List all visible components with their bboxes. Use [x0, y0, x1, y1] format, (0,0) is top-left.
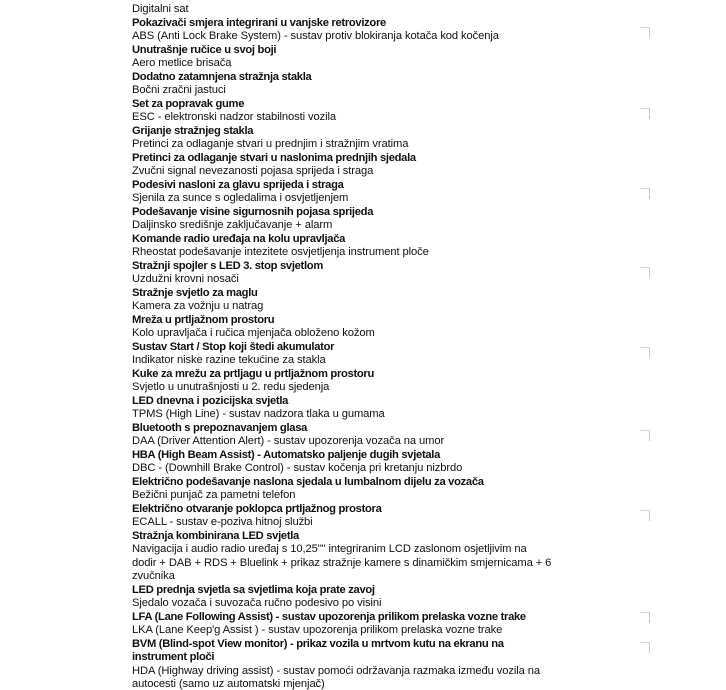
feature-item: Aero metlice brisača [132, 57, 232, 69]
feature-item: HBA (High Beam Assist) - Automatsko paljenje dugih svjetala [132, 448, 441, 461]
feature-item: Dodatno zatamnjena stražnja stakla [132, 70, 312, 83]
feature-item: Sjedalo vozača i suvozača ručno podesivo po visini [132, 597, 382, 609]
feature-item: DBC - (Downhill Brake Control) - sustav kočenja pri kretanju nizbrdo [132, 462, 463, 474]
feature-item: Bluetooth s prepoznavanjem glasa [132, 421, 308, 434]
feature-item: Mreža u prtljažnom prostoru [132, 313, 275, 326]
feature-item: Rheostat podešavanje intezitete osvjetljenja instrument ploče [132, 246, 429, 258]
feature-item: Unutrašnje ručice u svoj boji [132, 43, 277, 56]
feature-item: TPMS (High Line) - sustav nadzora tlaka u gumama [132, 408, 385, 420]
feature-item: ABS (Anti Lock Brake System) - sustav protiv blokiranja kotača kod kočenja [132, 30, 499, 42]
margin-mark [640, 642, 650, 653]
feature-item: Komande radio uređaja na kolu upravljača [132, 232, 346, 245]
margin-mark [640, 347, 650, 358]
margin-mark [640, 612, 650, 623]
feature-item: ECALL - sustav e-poziva hitnoj službi [132, 516, 313, 528]
feature-item: Set za popravak gume [132, 97, 245, 110]
feature-item: Podesivi nasloni za glavu sprijeda i straga [132, 178, 344, 191]
feature-item: HDA (Highway driving assist) - sustav pomoći održavanja razmaka između vozila na autocesti (samo uz automatski mjenjač) [132, 664, 540, 690]
feature-item: Pokazivači smjera integrirani u vanjske retrovizore [132, 16, 386, 29]
feature-item: Kamera za vožnju u natrag [132, 300, 264, 312]
feature-item: Kuke za mrežu za prtljagu u prtljažnom prostoru [132, 367, 375, 380]
feature-item: Bežični punjač za pametni telefon [132, 489, 296, 501]
feature-item: Grijanje stražnjeg stakla [132, 124, 254, 137]
margin-mark [640, 267, 650, 278]
feature-item: ESC - elektronski nadzor stabilnosti vozila [132, 111, 337, 123]
feature-item: Zvučni signal nevezanosti pojasa sprijeda i straga [132, 165, 374, 177]
feature-item: Indikator niske razine tekućine za stakla [132, 354, 326, 366]
feature-item: DAA (Driver Attention Alert) - sustav upozorenja vozača na umor [132, 435, 445, 447]
feature-item: Sustav Start / Stop koji štedi akumulator [132, 340, 335, 353]
feature-item: Električno podešavanje naslona sjedala u lumbalnom dijelu za vozača [132, 475, 484, 488]
feature-item: Podešavanje visine sigurnosnih pojasa sprijeda [132, 205, 374, 218]
margin-mark [640, 510, 650, 521]
feature-item: Stražnja kombinirana LED svjetla [132, 529, 299, 542]
feature-item: Stražnje svjetlo za maglu [132, 286, 258, 299]
feature-item: Električno otvaranje poklopca prtljažnog prostora [132, 502, 382, 515]
feature-item: BVM (Blind-spot View monitor) - prikaz vozila u mrtvom kutu na ekranu na instrument ploči [132, 637, 504, 663]
margin-mark [640, 430, 650, 441]
feature-item: Navigacija i audio radio uređaj s 10,25"" integriranim LCD zaslonom osjetljivim na dodir + DAB + RDS + Bluelink + prikaz stražnje kamere s dinamičkim smjernicama + 6 zvučnika [132, 543, 552, 582]
feature-item: LFA (Lane Following Assist) - sustav upozorenja prilikom prelaska vozne trake [132, 610, 526, 623]
margin-mark [640, 188, 650, 199]
feature-item: LED dnevna i pozicijska svjetla [132, 394, 289, 407]
feature-item: LED prednja svjetla sa svjetlima koja prate zavoj [132, 583, 375, 596]
margin-mark [640, 108, 650, 119]
feature-item: Bočni zračni jastuci [132, 84, 226, 96]
feature-item: Sjenila za sunce s ogledalima i osvjetljenjem [132, 192, 349, 204]
feature-item: Pretinci za odlaganje stvari u naslonima prednjih sjedala [132, 151, 416, 164]
feature-item: Stražnji spojler s LED 3. stop svjetlom [132, 259, 323, 272]
feature-item: LKA (Lane Keep'g Assist ) - sustav upozorenja prilikom prelaska vozne trake [132, 624, 503, 636]
feature-item: Svjetlo u unutrašnjosti u 2. redu sjedenja [132, 381, 330, 393]
feature-item: Pretinci za odlaganje stvari u prednjim i stražnjim vratima [132, 138, 409, 150]
margin-mark [640, 27, 650, 38]
feature-item: Daljinsko središnje zaključavanje + alarm [132, 219, 333, 231]
feature-item: Kolo upravljača i ručica mjenjača obloženo kožom [132, 327, 375, 339]
feature-list [132, 3, 552, 690]
feature-item: Digitalni sat [132, 3, 189, 15]
feature-item: Uzdužni krovni nosači [132, 273, 239, 285]
